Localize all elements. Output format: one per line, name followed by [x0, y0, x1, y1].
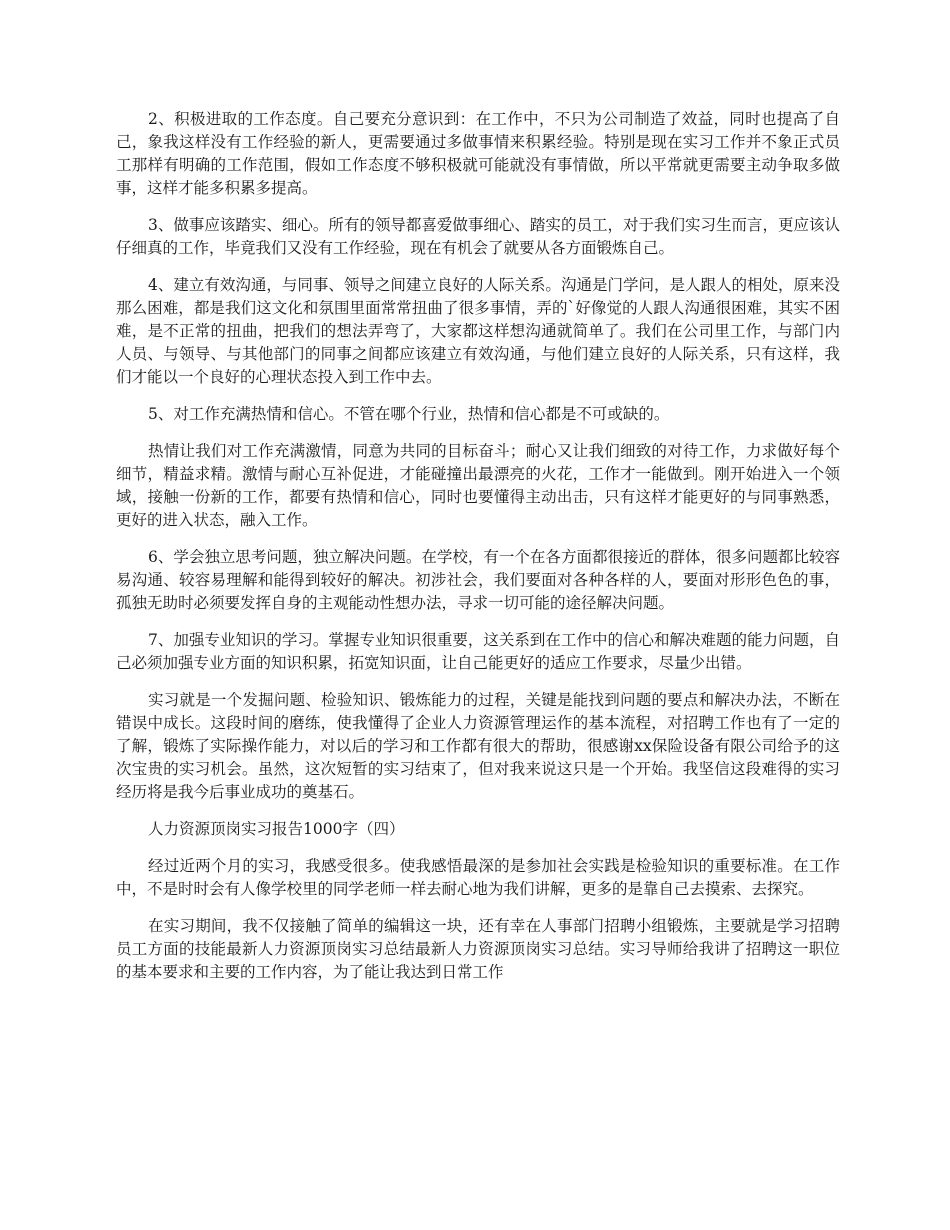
paragraph-item-4: 4、建立有效沟通，与同事、领导之间建立良好的人际关系。沟通是门学问，是人跟人的相处，原来没那么困难，都是我们这文化和氛围里面常常扭曲了很多事情，弄的`好像觉的人跟人沟通很困难，其实不困难，是不正常的扭曲，把我们的想法弄弯了，大家都这样想沟通就简单了。我们在公司里工作，与部门内人员、与领导、与其他部门的同事之间都应该建立有效沟通，与他们建立良好的人际关系，只有这样，我们才能以一个良好的心理状态投入到工作中去。	[116, 276, 840, 386]
paragraph-item-2: 2、积极进取的工作态度。自己要充分意识到：在工作中，不只为公司制造了效益，同时也提高了自己，象我这样没有工作经验的新人，更需要通过多做事情来积累经验。特别是现在实习工作并不象正式员工那样有明确的工作范围，假如工作态度不够积极就可能就没有事情做，所以平常就更需要主动争取多做事，这样才能多积累多提高。	[116, 110, 840, 197]
paragraph-item-5: 5、对工作充满热情和信心。不管在哪个行业，热情和信心都是不可或缺的。	[148, 405, 670, 423]
paragraph-report-intro: 经过近两个月的实习，我感受很多。使我感悟最深的是参加社会实践是检验知识的重要标准。在工作中，不是时时会有人像学校里的同学老师一样去耐心地为我们讲解，更多的是靠自己去摸索、去探究。	[116, 857, 840, 898]
paragraph-item-6: 6、学会独立思考问题，独立解决问题。在学校，有一个在各方面都很接近的群体，很多问题都比较容易沟通、较容易理解和能得到较好的解决。初涉社会，我们要面对各种各样的人，要面对形形色色的事，孤独无助时必须要发挥自身的主观能动性想办法，寻求一切可能的途径解决问题。	[116, 548, 840, 612]
paragraph-item-7: 7、加强专业知识的学习。掌握专业知识很重要，这关系到在工作中的信心和解决难题的能力问题，自己必须加强专业方面的知识积累，拓宽知识面，让自己能更好的适应工作要求，尽量少出错。	[116, 631, 840, 672]
paragraph-internship-period: 在实习期间，我不仅接触了简单的编辑这一块，还有幸在人事部门招聘小组锻炼，主要就是学习招聘员工方面的技能最新人力资源顶岗实习总结最新人力资源顶岗实习总结。实习导师给我讲了招聘这一职位的基本要求和主要的工作内容，为了能让我达到日常工作	[116, 917, 840, 981]
section-heading: 人力资源顶岗实习报告1000字（四）	[148, 820, 405, 838]
paragraph-enthusiasm: 热情让我们对工作充满激情，同意为共同的目标奋斗；耐心又让我们细致的对待工作，力求做好每个细节，精益求精。激情与耐心互补促进，才能碰撞出最漂亮的火花，工作才一能做到。刚开始进入一个领域，接触一份新的工作，都要有热情和信心，同时也要懂得主动出击，只有这样才能更好的与同事熟悉，更好的进入状态，融入工作。	[116, 442, 840, 529]
paragraph-item-3: 3、做事应该踏实、细心。所有的领导都喜爱做事细心、踏实的员工，对于我们实习生而言，更应该认仔细真的工作，毕竟我们又没有工作经验，现在有机会了就要从各方面锻炼自己。	[116, 216, 840, 257]
paragraph-conclusion: 实习就是一个发掘问题、检验知识、锻炼能力的过程，关键是能找到问题的要点和解决办法，不断在错误中成长。这段时间的磨练，使我懂得了企业人力资源管理运作的基本流程，对招聘工作也有了一定的了解，锻炼了实际操作能力，对以后的学习和工作都有很大的帮助，很感谢xx保险设备有限公司给予的这次宝贵的实习机会。虽然，这次短暂的实习结束了，但对我来说这只是一个开始。我坚信这段难得的实习经历将是我今后事业成功的奠基石。	[116, 691, 840, 801]
document-body	[116, 108, 840, 998]
